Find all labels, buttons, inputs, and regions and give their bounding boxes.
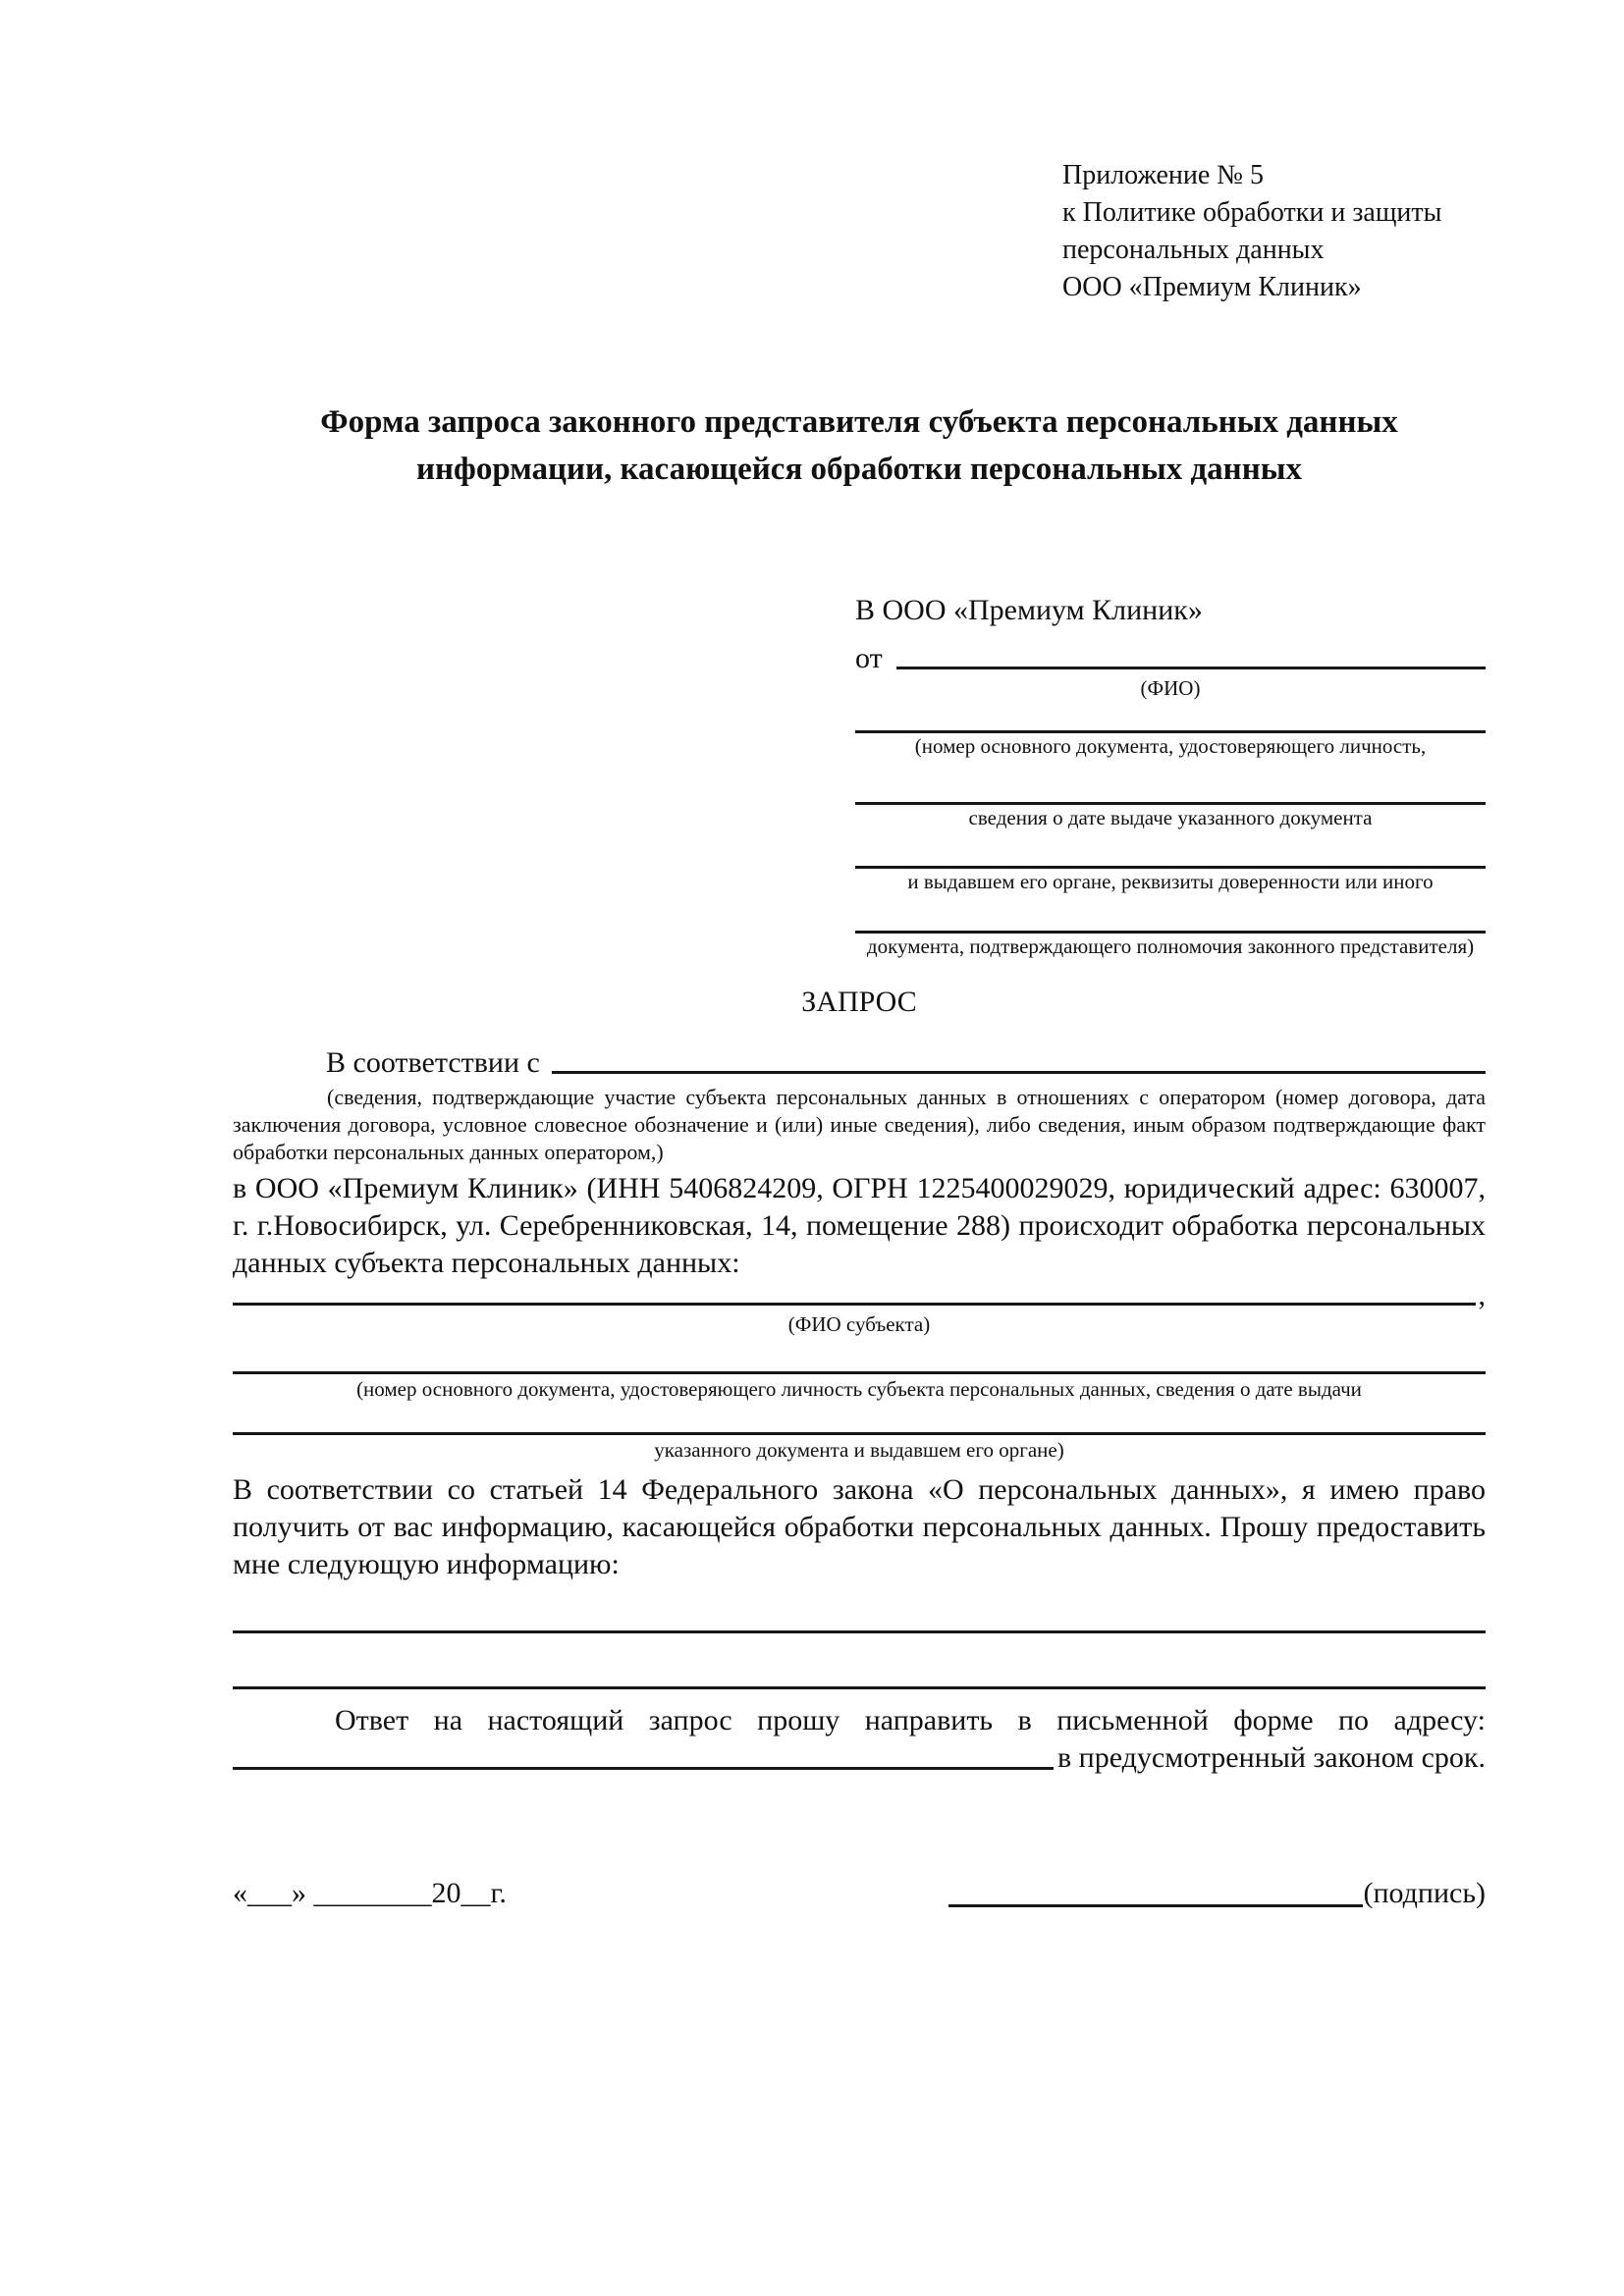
subject-fio-row <box>233 1279 1486 1311</box>
subject-doc-caption-2: указанного документа и выдавшем его органе) <box>654 1438 1064 1462</box>
reply-sentence: Ответ на настоящий запрос прошу направить в письменной форме по адресу: <box>335 1704 1486 1736</box>
representative-doc-field-3 <box>855 866 1486 895</box>
field-caption-1: (номер основного документа, удостоверяющего личность, <box>914 734 1427 758</box>
date-line: «___» ________20__г. <box>233 1877 507 1909</box>
subject-doc-field-1 <box>233 1371 1486 1403</box>
from-label: от <box>855 642 883 674</box>
subject-fio-caption: (ФИО субъекта) <box>787 1312 931 1336</box>
subject-fio-blank-line <box>233 1303 1476 1306</box>
signature-group <box>948 1874 1486 1913</box>
request-heading: ЗАПРОС <box>801 986 917 1018</box>
representative-doc-field-2 <box>855 802 1486 831</box>
signature-blank-line <box>948 1904 1363 1907</box>
document-content <box>233 0 1486 1913</box>
representative-doc-field-4 <box>855 931 1486 960</box>
information-blank-line-2 <box>233 1686 1486 1689</box>
representative-doc-field-1 <box>855 730 1486 760</box>
fio-caption: (ФИО) <box>1140 676 1201 700</box>
annex-line-1: Приложение № 5 <box>1062 160 1264 190</box>
document-title: Форма запроса законного представителя субъекта персональных данных информации, касающейся обработки персональных данных <box>320 404 1398 487</box>
footer-row <box>233 1874 1486 1913</box>
law-paragraph: В соответствии со статьей 14 Федерального закона «О персональных данных», я имею право получить от вас информацию, касающейся обработки персональных данных. Прошу предоставить мне следующую информацию: <box>233 1473 1486 1580</box>
operator-paragraph: в ООО «Премиум Клиник» (ИНН 5406824209, ОГРН 1225400029029, юридический адрес: 630007, г. г.Новосибирск, ул. Серебренниковская, 14, помещение 288) происходит обработка персональных данных субъекта персональных данных: <box>233 1172 1486 1279</box>
addressee-block <box>855 589 1486 960</box>
subject-doc-caption-1: (номер основного документа, удостоверяющего личность субъекта персональных данных, сведения о дате выдачи <box>356 1377 1362 1401</box>
annex-line-2: к Политике обработки и защиты <box>1062 197 1442 228</box>
annex-block <box>1062 157 1486 306</box>
reply-address-row <box>233 1740 1486 1776</box>
signature-caption: (подпись) <box>1363 1877 1486 1909</box>
subject-line-comma: , <box>1478 1279 1486 1311</box>
reply-address-blank-line <box>233 1767 1054 1770</box>
blank-line <box>233 1432 1486 1435</box>
addressee-organization: В ООО «Премиум Клиник» <box>855 594 1203 626</box>
annex-line-3: персональных данных <box>1062 235 1325 265</box>
field-caption-4: документа, подтверждающего полномочия законного представителя) <box>866 934 1475 958</box>
field-caption-2: сведения о дате выдаче указанного документа <box>968 806 1373 829</box>
reply-suffix: в предусмотренный законом срок. <box>1057 1741 1486 1774</box>
from-blank-line <box>896 667 1486 669</box>
accordance-row <box>233 1037 1486 1080</box>
from-row <box>855 632 1486 675</box>
accordance-prefix: В соответствии с <box>326 1046 540 1079</box>
annex-line-4: ООО «Премиум Клиник» <box>1062 272 1362 302</box>
field-caption-3: и выдавшем его органе, реквизиты доверенности или иного <box>907 870 1434 893</box>
information-blank-line-1 <box>233 1630 1486 1633</box>
accordance-footnote: (сведения, подтверждающие участие субъекта персональных данных в отношениях с оператором (номер договора, дата заключения договора, условное словесное обозначение и (или) иные сведения), либо сведения, иным образом подтверждающие факт обработки персональных данных оператором,) <box>233 1085 1486 1164</box>
blank-line <box>233 1371 1486 1374</box>
accordance-blank-line <box>552 1071 1486 1074</box>
subject-doc-field-2 <box>233 1432 1486 1464</box>
